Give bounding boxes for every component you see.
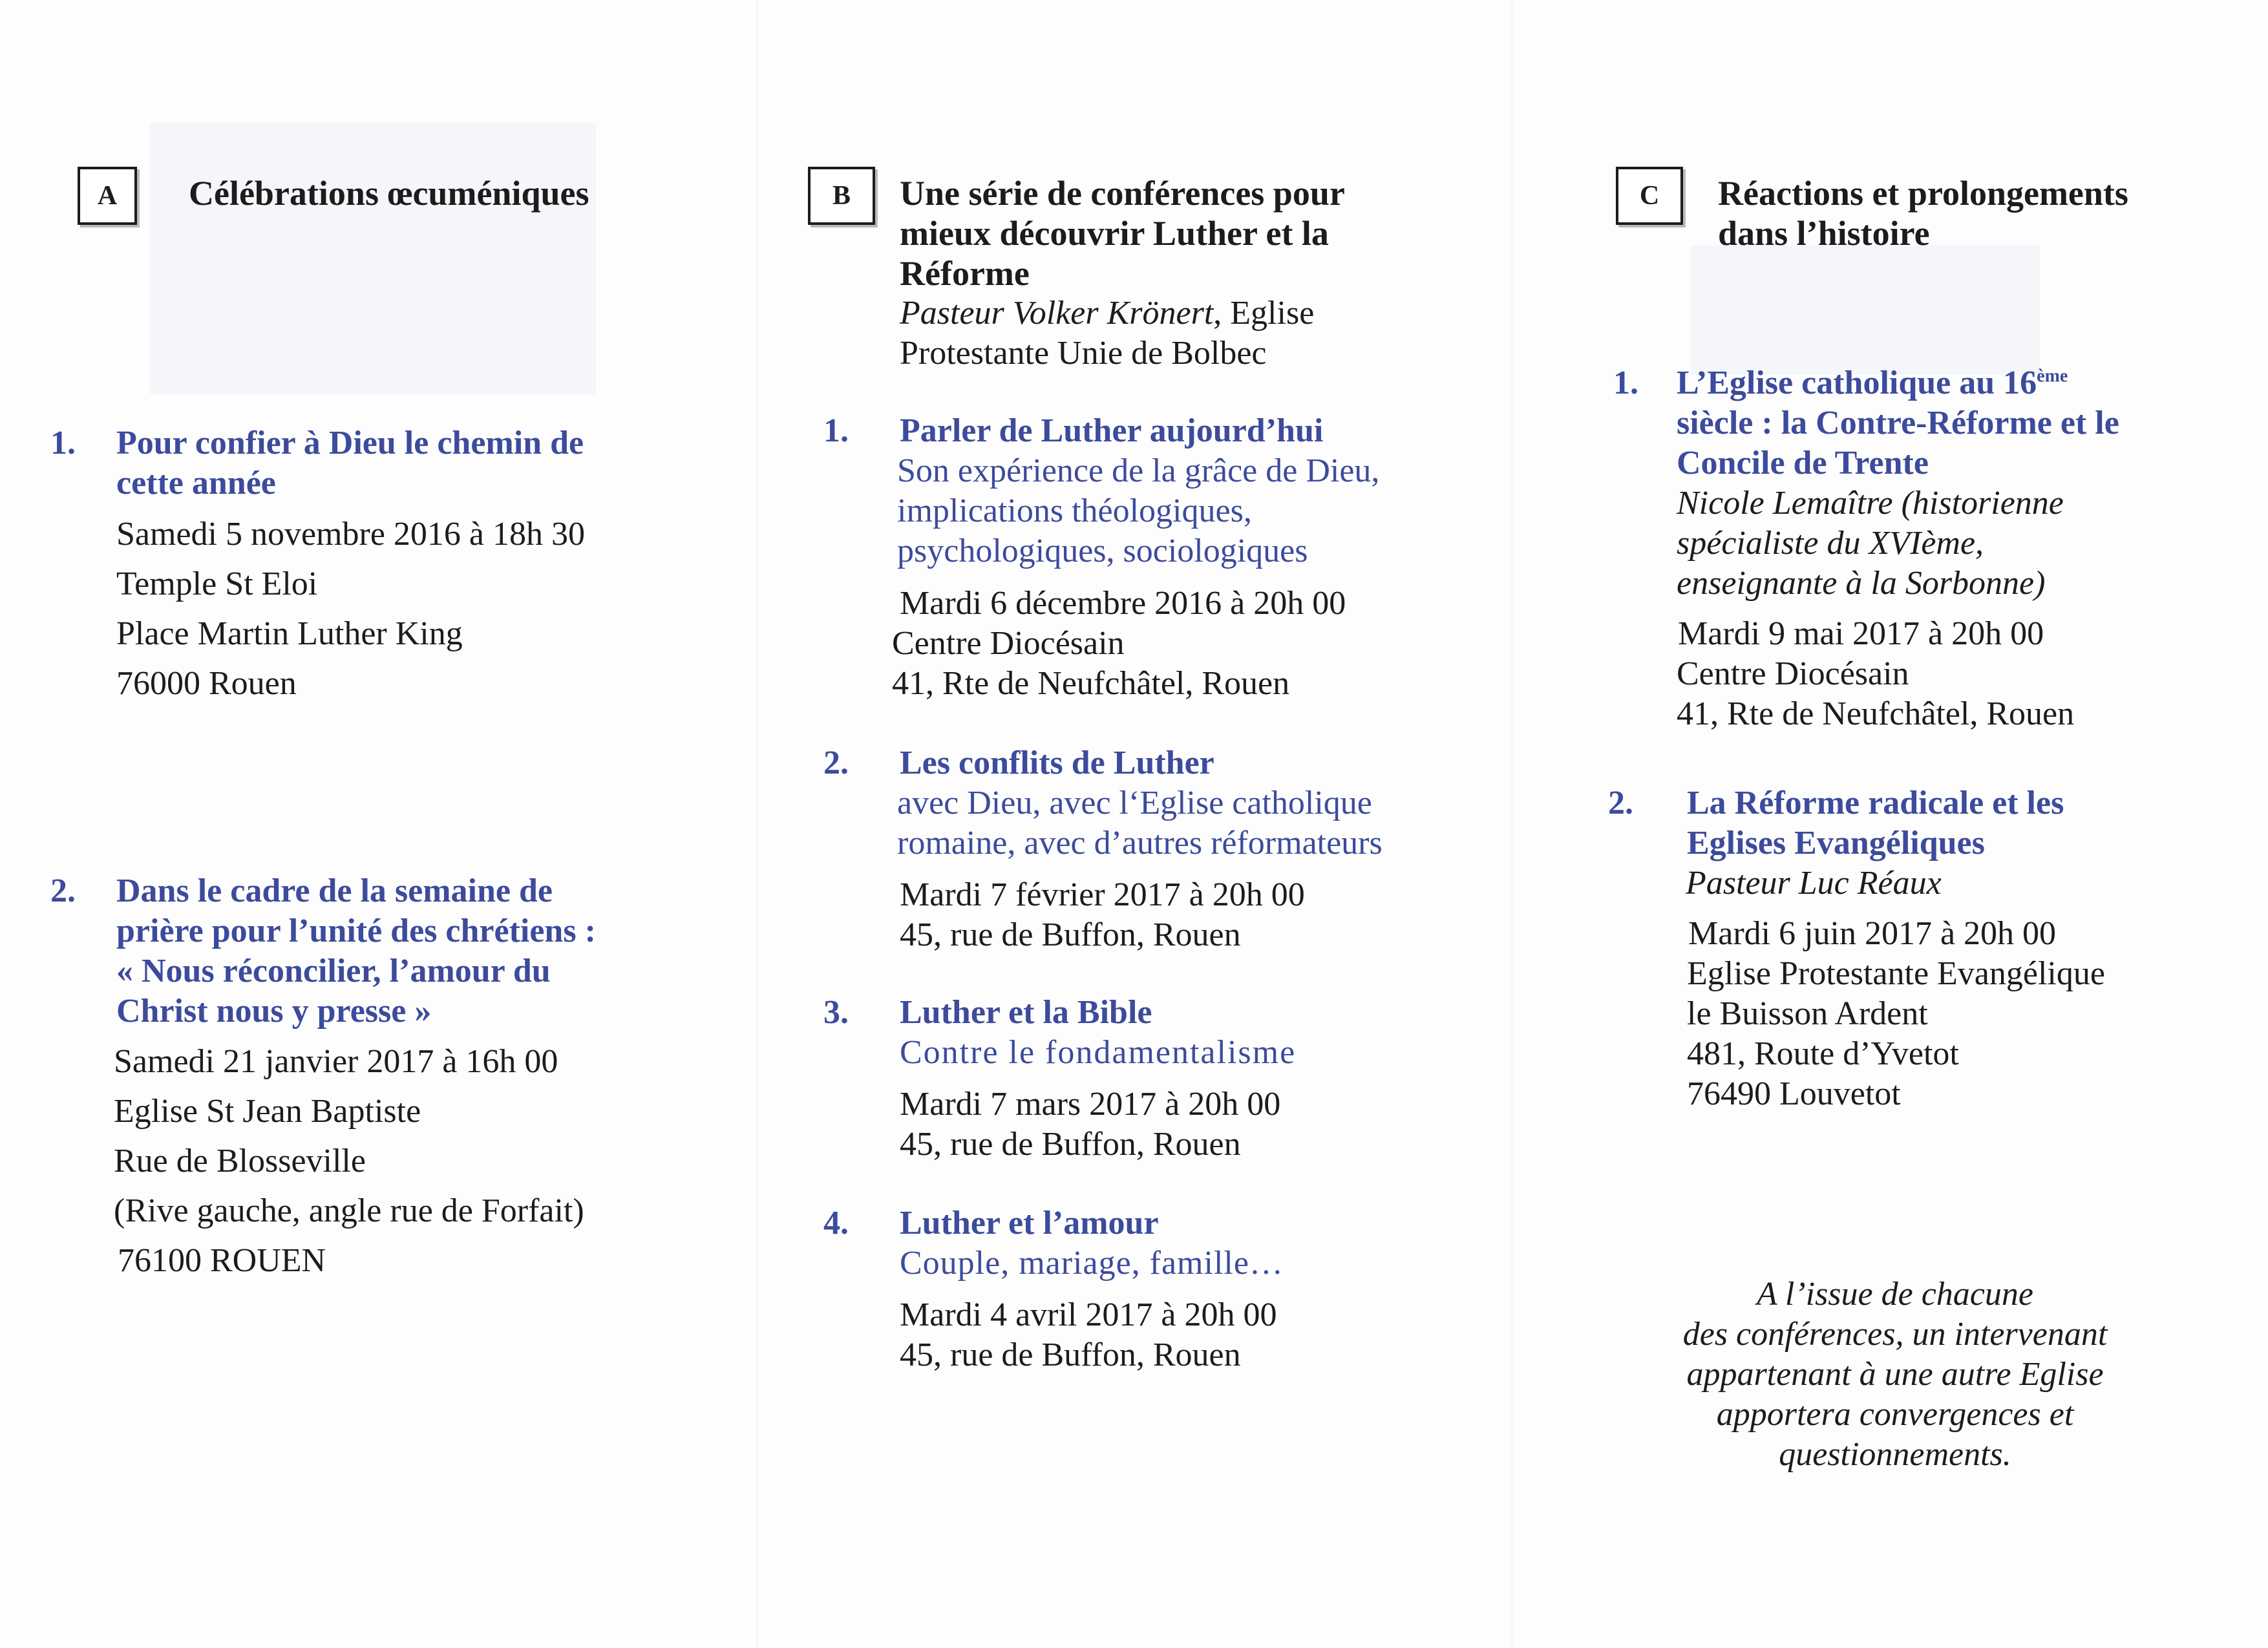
speaker-line: Protestante Unie de Bolbec: [900, 335, 1267, 372]
item-detail-line: Rue de Blosseville: [114, 1143, 366, 1179]
item-subtitle-line: avec Dieu, avec l‘Eglise catholique: [897, 785, 1372, 821]
item-number: 1.: [823, 412, 849, 449]
section-box-c: C: [1616, 167, 1683, 225]
item-detail-line: Mardi 6 décembre 2016 à 20h 00: [900, 585, 1346, 622]
item-title-line: « Nous réconcilier, l’amour du: [116, 953, 551, 989]
item-detail-line: Mardi 7 mars 2017 à 20h 00: [900, 1086, 1281, 1123]
item-detail-line: Temple St Eloi: [116, 565, 318, 602]
item-title-line: Christ nous y presse »: [116, 993, 432, 1030]
item-title: Parler de Luther aujourd’hui: [900, 412, 1324, 449]
item-detail-line: 481, Route d’Yvetot: [1687, 1035, 1959, 1072]
item-title-text: L’Eglise catholique au 16: [1677, 364, 2037, 401]
closing-note-line: des conférences, un intervenant: [1682, 1316, 2108, 1353]
section-heading-c-line: Réactions et prolongements: [1718, 174, 2128, 213]
item-detail-line: Mardi 7 février 2017 à 20h 00: [900, 876, 1305, 913]
item-detail-line: Place Martin Luther King: [116, 615, 463, 652]
item-number: 1.: [1613, 364, 1638, 401]
closing-note-line: apportera convergences et: [1716, 1396, 2074, 1433]
item-detail-line: Centre Diocésain: [892, 625, 1125, 662]
section-heading-b-line: mieux découvrir Luther et la: [900, 214, 1329, 253]
section-heading-c-line: dans l’histoire: [1718, 214, 1930, 253]
item-number: 3.: [823, 994, 849, 1031]
item-number: 1.: [50, 425, 76, 461]
item-title-line: Dans le cadre de la semaine de: [116, 872, 553, 909]
item-detail-line: Samedi 21 janvier 2017 à 16h 00: [114, 1043, 558, 1080]
section-heading-b-line: Réforme: [900, 254, 1030, 293]
item-number: 4.: [823, 1205, 849, 1241]
closing-note-line: questionnements.: [1779, 1436, 2011, 1473]
item-detail-line: 76490 Louvetot: [1687, 1075, 1901, 1112]
item-number: 2.: [823, 745, 849, 781]
item-subtitle-line: romaine, avec d’autres réformateurs: [897, 825, 1383, 861]
item-detail-line: Mardi 6 juin 2017 à 20h 00: [1688, 915, 2057, 952]
item-detail-line: 41, Rte de Neufchâtel, Rouen: [1677, 695, 2075, 732]
item-title-superscript: ème: [2037, 366, 2068, 386]
section-box-b: B: [808, 167, 875, 225]
item-detail-line: Centre Diocésain: [1677, 655, 1909, 692]
section-heading-a: Célébrations œcuméniques: [189, 174, 589, 213]
item-title-line: Concile de Trente: [1677, 445, 1929, 481]
panel-c: [1510, 0, 2268, 1648]
item-detail-line: 45, rue de Buffon, Rouen: [900, 916, 1241, 953]
speaker-line: enseignante à la Sorbonne): [1677, 565, 2046, 602]
speaker-name: Pasteur Volker Krönert: [900, 295, 1214, 332]
item-title-line: prière pour l’unité des chrétiens :: [116, 913, 596, 949]
speaker-line: spécialiste du XVIème,: [1677, 525, 1984, 562]
item-detail-line: Mardi 9 mai 2017 à 20h 00: [1678, 615, 2044, 652]
item-subtitle-line: Contre le fondamentalisme: [900, 1034, 1297, 1071]
section-box-a: A: [78, 167, 137, 225]
item-title-line: Pour confier à Dieu le chemin de: [116, 425, 584, 461]
panel-a: [0, 0, 755, 1648]
faded-background-image: [1691, 246, 2040, 375]
item-detail-line: 45, rue de Buffon, Rouen: [900, 1126, 1241, 1163]
item-subtitle-line: Son expérience de la grâce de Dieu,: [897, 452, 1380, 489]
item-detail-line: Eglise St Jean Baptiste: [114, 1093, 421, 1130]
item-detail-line: 41, Rte de Neufchâtel, Rouen: [892, 665, 1290, 702]
closing-note-line: A l’issue de chacune: [1757, 1276, 2033, 1313]
item-subtitle-line: Couple, mariage, famille…: [900, 1245, 1284, 1282]
speaker-church: , Eglise: [1213, 295, 1315, 332]
item-detail-line: (Rive gauche, angle rue de Forfait): [114, 1192, 584, 1229]
item-detail-line: le Buisson Ardent: [1687, 995, 1928, 1032]
item-detail-line: Samedi 5 novembre 2016 à 18h 30: [116, 516, 585, 553]
panel-b: [755, 0, 1510, 1648]
closing-note-line: appartenant à une autre Eglise: [1686, 1356, 2104, 1393]
section-heading-b-line: Une série de conférences pour: [900, 174, 1345, 213]
item-subtitle-line: psychologiques, sociologiques: [897, 533, 1308, 569]
item-number: 2.: [1608, 785, 1633, 821]
item-number: 2.: [50, 872, 76, 909]
item-title: Les conflits de Luther: [900, 745, 1214, 781]
item-title: Luther et l’amour: [900, 1205, 1159, 1241]
item-title-line: La Réforme radicale et les: [1687, 785, 2064, 821]
item-title-line: [1677, 363, 2068, 403]
item-title-line: cette année: [116, 465, 276, 502]
item-detail-line: Eglise Protestante Evangélique: [1687, 955, 2105, 992]
item-title-line: Eglises Evangéliques: [1687, 825, 1985, 861]
item-subtitle-line: implications théologiques,: [897, 492, 1252, 529]
item-detail-line: 76100 ROUEN: [118, 1242, 326, 1279]
item-detail-line: Mardi 4 avril 2017 à 20h 00: [900, 1296, 1277, 1333]
item-detail-line: 76000 Rouen: [116, 665, 297, 702]
speaker-line: Pasteur Luc Réaux: [1686, 865, 1942, 902]
speaker-line: Nicole Lemaître (historienne: [1677, 485, 2064, 522]
item-detail-line: 45, rue de Buffon, Rouen: [900, 1336, 1241, 1373]
item-title-line: siècle : la Contre-Réforme et le: [1677, 405, 2119, 441]
faded-background-image: [150, 123, 596, 394]
item-title: Luther et la Bible: [900, 994, 1152, 1031]
speaker-line: [900, 293, 1314, 333]
